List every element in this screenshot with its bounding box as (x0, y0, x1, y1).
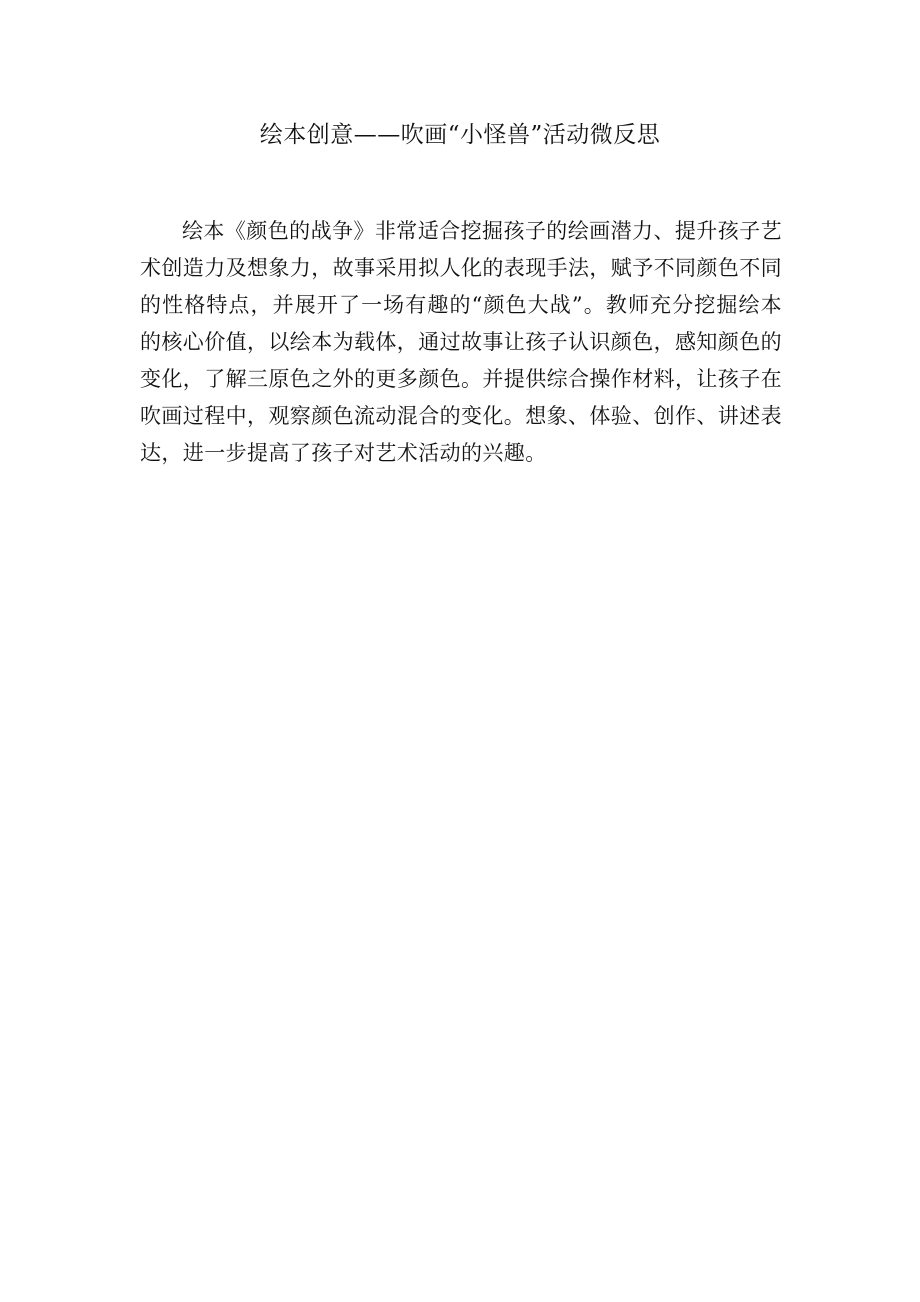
body-paragraph: 绘本《颜色的战争》非常适合挖掘孩子的绘画潜力、提升孩子艺术创造力及想象力，故事采用拟人化的表现手法，赋予不同颜色不同的性格特点，并展开了一场有趣的“颜色大战”。教师充分挖掘绘本的核心价值，以绘本为载体，通过故事让孩子认识颜色，感知颜色的变化，了解三原色之外的更多颜色。并提供综合操作材料，让孩子在吹画过程中，观察颜色流动混合的变化。想象、体验、创作、讲述表达，进一步提高了孩子对艺术活动的兴趣。 (140, 219, 782, 465)
document-title: 绘本创意——吹画“小怪兽”活动微反思 (259, 122, 661, 148)
